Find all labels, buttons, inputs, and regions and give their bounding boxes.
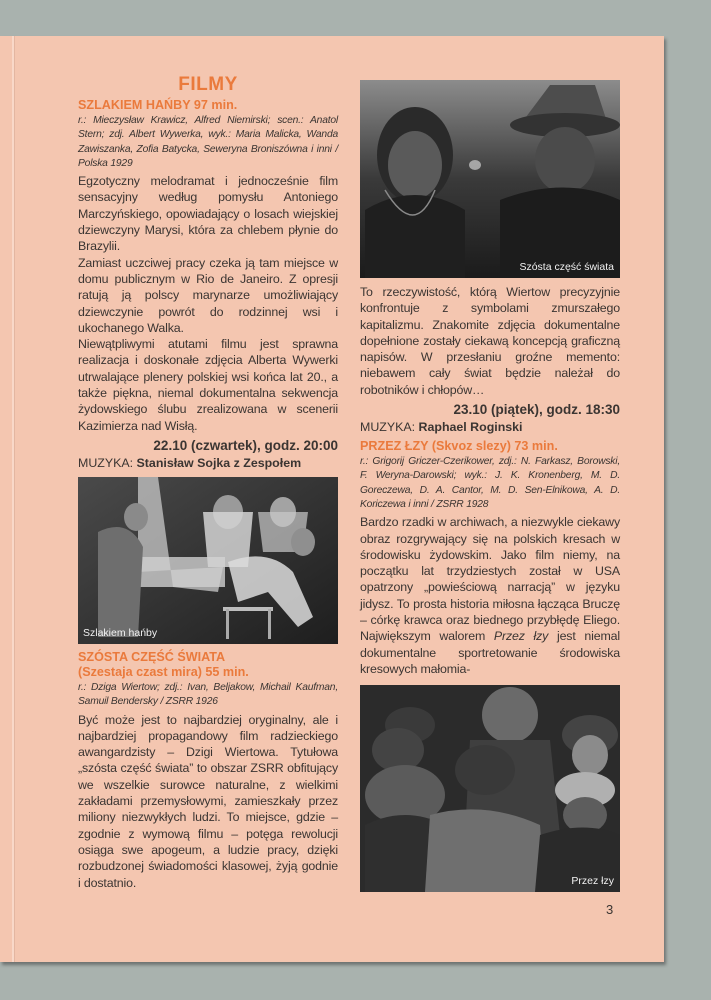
music-label: MUZYKA: (78, 455, 134, 470)
description-text: jest niemal dokumentalne sportretowanie środowiska kresowych małomia- (360, 629, 620, 676)
film-credits: r.: Grigorij Griczer-Czerikower, zdj.: N. Farkasz, Borowski, F. Weryna-Darowski; wyk.: J. K. Kronenberg, M. D. Goreczewa, D. A. Cantor, M. D. Sen-Elnikowa, A. D. Koriczewa i inni / ZSRR 1928 (360, 456, 620, 510)
music-label: MUZYKA: (360, 420, 416, 435)
photo-caption: Szlakiem hańby (83, 626, 158, 639)
film-description: Niewątpliwymi atutami filmu jest sprawna realizacja i doskonałe zdjęcia Alberta Wywerki utrwalające plenery polskiej wsi końca lat 20., a także piękna, niemal dokumentalna sekwencja żydowskiego ślubu zrealizowana w scenerii Kazimierza nad Wisłą. (78, 337, 338, 433)
film-still-szlakiem-hanby (78, 477, 338, 644)
film-title-italic: Przez łzy (493, 629, 549, 644)
film-description: Egzotyczny melodramat i jednocześnie film sensacyjny według pomysłu Antoniego Marczyńskiego, opowiadający o losach wiejskiej dziewczyny Marysi, która za chlebem płynie do Brazylii. (78, 174, 338, 254)
photo-caption: Przez łzy (571, 875, 614, 888)
photo-caption: Szósta część świata (519, 261, 614, 273)
film-credits: r.: Mieczysław Krawicz, Alfred Niemirski; scen.: Anatol Stern; zdj. Albert Wywerka, wyk.: Maria Malicka, Wanda Zawiszanka, Zofia Batycka, Seweryna Broniszówna i inni / Polska 1929 (78, 115, 338, 169)
film-title: SZLAKIEM HAŃBY 97 min. (78, 98, 238, 112)
section-title: FILMY (178, 74, 238, 95)
film-still-image (78, 477, 338, 644)
left-column (78, 74, 338, 891)
film-still-przez-lzy (360, 685, 620, 892)
film-description: To rzeczywistość, którą Wiertow precyzyjnie konfrontuje z symbolami zmurszałego kapitalizmu. Znakomite zdjęcia dokumentalne dopełnione zostały ciekawą koncepcją graficzną napisów. W przesłaniu groźne memento: niebawem cały świat będzie należał do robotników i chłopów… (360, 285, 620, 397)
film-description (360, 514, 620, 677)
screening-date: 23.10 (piątek), godz. 18:30 (453, 402, 620, 418)
page-fold-line (12, 36, 15, 962)
music-credit (78, 455, 338, 471)
film-still-image (360, 80, 620, 278)
music-credit (360, 419, 620, 435)
film-przez-lzy (360, 439, 620, 892)
page-number: 3 (606, 902, 614, 917)
film-subtitle: (Szestaja czast mira) 55 min. (78, 664, 249, 679)
film-still-image (360, 685, 620, 892)
film-title: SZÓSTA CZĘŚĆ ŚWIATA (78, 649, 226, 664)
film-still-szosta-czesc-swiata (360, 80, 620, 278)
film-credits: r.: Dziga Wiertow; zdj.: Ivan, Beljakow, Michail Kaufman, Samuil Bendersky / ZSRR 1926 (78, 681, 338, 708)
film-szlakiem-hanby (78, 98, 338, 644)
film-szosta-czesc-swiata (78, 650, 338, 891)
right-column (360, 80, 620, 892)
film-description: Być może jest to najbardziej oryginalny, ale i najbardziej propagandowy film radzieckiego awangardzisty – Dzigi Wiertowa. Tytułowa „szósta część świata” to obszar ZSRR obfitujący we wszelkie surowce naturalne, z wielkimi zakładami przemysłowymi, zamieszkały przez miliony niezwykłych ludzi. To miejsce, gdzie – zgodnie z wymową filmu – potęga rewolucji osiąga swe apogeum, a ludzie pracy, dzięki rozbudzonej świadomości klasowej, żyją godnie i dostatnio. (78, 712, 338, 890)
film-title: PRZEZ ŁZY (Skvoz slezy) 73 min. (360, 439, 558, 454)
film-description: Zamiast uczciwej pracy czeka ją tam miejsce w domu publicznym w Rio de Janeiro. Z opresji ratują ją polscy marynarze umożliwiający dziewczynie powrót do rodzinnej wsi i ukochanego Walka. (78, 255, 338, 335)
music-artist: Raphael Roginski (418, 420, 523, 435)
description-text: Bardzo rzadki w archiwach, a niezwykle ciekawy obraz rozgrywający się na polskich kresach w środowisku żydowskim. Jako film niemy, na początku lat trzydziestych został w USA opatrzony „powieściową narracją” w języku jidysz. To prosta historia miłosna łącząca Bruczę – córkę krawca oraz biednego przybłędę Eliego. Największym walorem (360, 515, 620, 644)
music-artist: Stanisław Sojka z Zespołem (136, 455, 302, 470)
screening-date: 22.10 (czwartek), godz. 20:00 (153, 437, 338, 453)
